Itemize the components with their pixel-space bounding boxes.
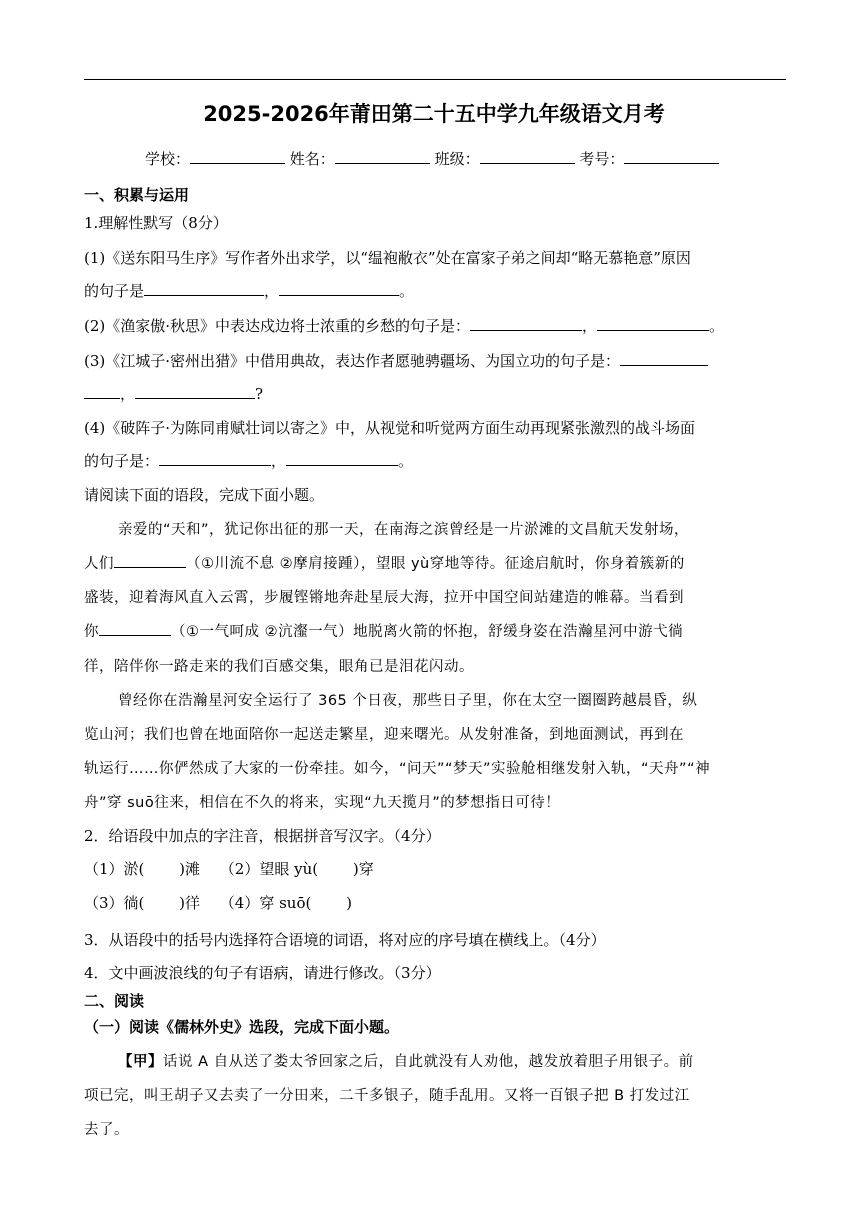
answer-blank[interactable] [470,316,582,331]
jia-label: 【甲】 [118,1054,163,1070]
passage-line: 徉，陪伴你一路走来的我们百感交集，眼角已是泪花闪动。 [84,659,474,675]
student-info-row [145,148,719,169]
q1-part1-prefix: 的句子是 [84,282,145,300]
q1-part3-text: (3)《江城子·密州出猎》中借用典故，表达作者愿驰骋疆场、为国立功的句子是： [84,352,621,370]
passage-suffix: （①川流不息 ②摩肩接踵），望眼 yù穿地等待。征途启航时，你身着簇新的 [186,556,685,572]
q1-part1-line2: 的句子是 ， 。 [84,282,415,300]
passage-line [118,1050,694,1071]
passage-suffix: （①一气呵成 ②沆瀣一气）地脱离火箭的怀抱，舒缓身姿在浩瀚星河中游弋徜 [171,624,684,640]
q1-part3-line2: ， ? [84,383,263,404]
q4-text: 4．文中画波浪线的句子有语病，请进行修改。（3分） [84,964,441,982]
answer-blank[interactable] [620,351,708,366]
passage-line: 盛装，迎着海风直入云霄，步履铿锵地奔赴星辰大海，拉开中国空间站建造的帷幕。当看到 [84,590,684,606]
class-label: 班级： [434,150,480,168]
answer-blank[interactable] [597,316,709,331]
name-blank[interactable] [335,149,430,164]
q1-part4-prefix: 的句子是： [84,452,160,470]
passage-line: 亲爱的“天和”，犹记你出征的那一天，在南海之滨曾经是一片淤滩的文昌航天发射场， [118,522,690,538]
number-label: 考号： [579,150,625,168]
q1-part2: (2)《渔家傲·秋思》中表达戍边将士浓重的乡愁的句子是： ， 。 [84,317,725,335]
passage-line: 轨运行……你俨然成了大家的一份牵挂。如今，“问天”“梦天”实验舱相继发射入轨，“天舟”“神 [84,761,711,777]
header-rule [84,79,786,80]
school-label: 学校： [145,150,191,168]
passage-prefix: 人们 [84,556,114,572]
number-blank[interactable] [624,149,719,164]
school-blank[interactable] [190,149,285,164]
passage-line: 舟”穿 suō往来，相信在不久的将来，实现“九天揽月”的梦想指日可待！ [84,795,561,811]
passage-line: 项已完，叫王胡子又去卖了一分田来，二千多银子，随手乱用。又将一百银子把 B 打发过江 [84,1088,690,1104]
reading-intro: 请阅读下面的语段，完成下面小题。 [84,486,325,504]
q3-text: 3．从语段中的括号内选择符合语境的词语，将对应的序号填在横线上。（4分） [84,931,606,949]
q1-part4-line2: 的句子是： ， 。 [84,452,414,470]
section2-sub1-title: （一）阅读《儒林外史》选段，完成下面小题。 [84,1018,400,1036]
q2-row1: （1）淤( )滩 （2）望眼 yù( )穿 [84,860,374,878]
q1-part3-line1 [84,350,708,371]
answer-blank[interactable] [144,281,264,296]
answer-blank[interactable] [279,281,399,296]
answer-blank[interactable] [159,451,271,466]
name-label: 姓名： [289,150,335,168]
passage-prefix: 你 [84,624,99,640]
q2-title: 2．给语段中加点的字注音，根据拼音写汉字。（4分） [84,827,441,845]
passage-line [84,552,685,573]
q1-part1-line1: (1)《送东阳马生序》写作者外出求学，以“缊袍敝衣”处在富家子弟之间却“略无慕艳意”原因 [84,249,691,267]
answer-blank[interactable] [135,384,255,399]
q1-part4-line1: (4)《破阵子·为陈同甫赋壮词以寄之》中，从视觉和听觉两方面生动再现紧张激烈的战斗场面 [84,419,696,437]
answer-blank[interactable] [99,621,171,636]
answer-blank[interactable] [114,553,186,568]
passage-line: 览山河；我们也曾在地面陪你一起送走繁星，迎来曙光。从发射准备，到地面测试，再到在 [84,727,684,743]
class-blank[interactable] [480,149,575,164]
answer-blank[interactable] [84,384,120,399]
section1-heading: 一、积累与运用 [84,186,190,204]
section2-heading: 二、阅读 [84,992,145,1010]
page-title: 2025-2026年莆田第二十五中学九年级语文月考 [203,102,665,126]
q1-title: 1.理解性默写（8分） [84,214,228,232]
q2-row2: （3）徜( )徉 （4）穿 suō( ) [84,894,352,912]
passage-line: 去了。 [84,1122,129,1138]
q1-part2-text: (2)《渔家傲·秋思》中表达戍边将士浓重的乡愁的句子是： [84,317,471,335]
passage-line [84,620,683,641]
answer-blank[interactable] [286,451,398,466]
passage-line: 曾经你在浩瀚星河安全运行了 365 个日夜，那些日子里，你在太空一圈圈跨越晨昏，纵 [118,693,698,709]
jia-text: 话说 A 自从送了娄太爷回家之后，自此就没有人劝他，越发放着胆子用银子。前 [163,1054,694,1070]
